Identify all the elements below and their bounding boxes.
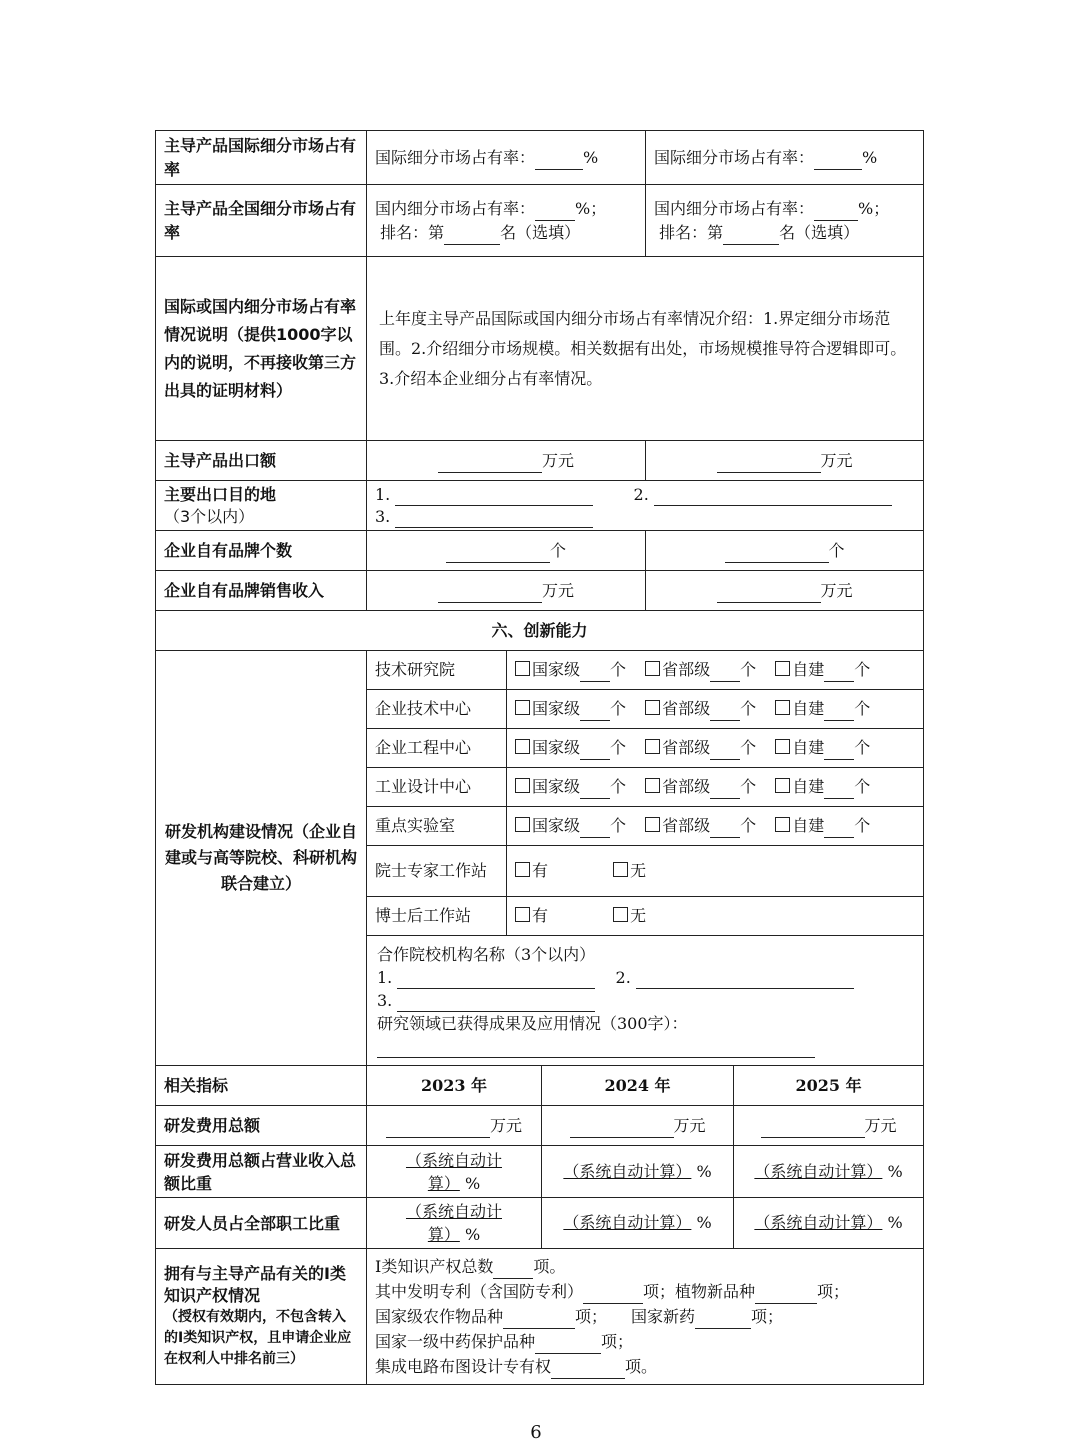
rd-row-label: 企业工程中心 — [367, 729, 507, 768]
section-heading: 六、创新能力 — [156, 611, 924, 651]
checkbox-icon[interactable] — [645, 661, 660, 676]
export-amount-label: 主导产品出口额 — [156, 441, 367, 481]
checkbox-icon[interactable] — [515, 862, 530, 877]
checkbox-icon[interactable] — [515, 661, 530, 676]
year-header: 2024 年 — [542, 1066, 734, 1106]
rd-row-label: 企业技术中心 — [367, 690, 507, 729]
rd-row-options[interactable]: 国家级 个 省部级 个 自建 个 — [507, 690, 924, 729]
checkbox-icon[interactable] — [613, 907, 628, 922]
intl-share-label: 主导产品国际细分市场占有率 — [156, 131, 367, 185]
checkbox-icon[interactable] — [515, 700, 530, 715]
checkbox-icon[interactable] — [775, 700, 790, 715]
rd-row-label: 工业设计中心 — [367, 768, 507, 807]
checkbox-icon[interactable] — [645, 817, 660, 832]
export-amount-field-a[interactable]: 万元 — [367, 441, 646, 481]
export-dest-field[interactable]: 1. 2. 3. — [367, 481, 924, 531]
academician-label: 院士专家工作站 — [367, 846, 507, 897]
staff-ratio-2024: （系统自动计算） % — [542, 1198, 734, 1249]
checkbox-icon[interactable] — [775, 778, 790, 793]
staff-ratio-2023: （系统自动计 算） % — [367, 1198, 542, 1249]
rd-total-2024[interactable]: 万元 — [542, 1106, 734, 1146]
checkbox-icon[interactable] — [775, 739, 790, 754]
export-dest-label: 主要出口目的地 （3个以内） — [156, 481, 367, 531]
brand-count-field-a[interactable]: 个 — [367, 531, 646, 571]
domestic-share-field-a[interactable]: 国内细分市场占有率： %； 排名：第 名（选填） — [367, 185, 646, 257]
brand-count-label: 企业自有品牌个数 — [156, 531, 367, 571]
checkbox-icon[interactable] — [775, 817, 790, 832]
rd-row-options[interactable]: 国家级 个 省部级 个 自建 个 — [507, 729, 924, 768]
year-header: 2023 年 — [367, 1066, 542, 1106]
domestic-share-field-b[interactable]: 国内细分市场占有率： %； 排名：第 名（选填） — [646, 185, 924, 257]
rd-row-label: 技术研究院 — [367, 651, 507, 690]
rd-row-options[interactable]: 国家级 个 省部级 个 自建 个 — [507, 768, 924, 807]
academician-options[interactable]: 有 无 — [507, 846, 924, 897]
checkbox-icon[interactable] — [613, 862, 628, 877]
brand-revenue-field-b[interactable]: 万元 — [646, 571, 924, 611]
checkbox-icon[interactable] — [515, 778, 530, 793]
postdoc-label: 博士后工作站 — [367, 897, 507, 936]
year-header: 2025 年 — [734, 1066, 924, 1106]
rd-ratio-2024: （系统自动计算） % — [542, 1146, 734, 1198]
checkbox-icon[interactable] — [515, 739, 530, 754]
checkbox-icon[interactable] — [645, 778, 660, 793]
page-number: 6 — [530, 1422, 542, 1443]
postdoc-options[interactable]: 有 无 — [507, 897, 924, 936]
brand-revenue-label: 企业自有品牌销售收入 — [156, 571, 367, 611]
indicators-label: 相关指标 — [156, 1066, 367, 1106]
partner-institutions[interactable]: 合作院校机构名称（3个以内） 1. 2. 3. 研究领域已获得成果及应用情况（300字）： — [367, 936, 924, 1066]
ip-details[interactable]: Ⅰ类知识产权总数 项。 其中发明专利（含国防专利） 项；植物新品种 项； 国家级农作物品种 项； 国家新药 项； 国家一级中药保护品种 项； 集成电路布图设计专有权 项。 — [367, 1249, 924, 1385]
rd-row-options[interactable]: 国家级 个 省部级 个 自建 个 — [507, 651, 924, 690]
rd-org-label: 研发机构建设情况（企业自建或与高等院校、科研机构联合建立） — [156, 651, 367, 1066]
export-amount-field-b[interactable]: 万元 — [646, 441, 924, 481]
staff-ratio-label: 研发人员占全部职工比重 — [156, 1198, 367, 1249]
market-desc-label: 国际或国内细分市场占有率情况说明（提供1000字以内的说明，不再接收第三方出具的证明材料） — [156, 257, 367, 441]
brand-count-field-b[interactable]: 个 — [646, 531, 924, 571]
checkbox-icon[interactable] — [515, 907, 530, 922]
checkbox-icon[interactable] — [645, 700, 660, 715]
application-form-table — [155, 130, 924, 1385]
rd-row-label: 重点实验室 — [367, 807, 507, 846]
rd-ratio-2025: （系统自动计算） % — [734, 1146, 924, 1198]
rd-ratio-2023: （系统自动计 算） % — [367, 1146, 542, 1198]
staff-ratio-2025: （系统自动计算） % — [734, 1198, 924, 1249]
brand-revenue-field-a[interactable]: 万元 — [367, 571, 646, 611]
ip-label: 拥有与主导产品有关的Ⅰ类知识产权情况 （授权有效期内，不包含转入的Ⅰ类知识产权，且申请企业应在权利人中排名前三） — [156, 1249, 367, 1385]
rd-ratio-label: 研发费用总额占营业收入总额比重 — [156, 1146, 367, 1198]
rd-total-label: 研发费用总额 — [156, 1106, 367, 1146]
checkbox-icon[interactable] — [775, 661, 790, 676]
market-desc-text[interactable]: 上年度主导产品国际或国内细分市场占有率情况介绍：1.界定细分市场范围。2.介绍细分市场规模。相关数据有出处，市场规模推导符合逻辑即可。3.介绍本企业细分占有率情况。 — [367, 257, 924, 441]
intl-share-field-b[interactable]: 国际细分市场占有率： % — [646, 131, 924, 185]
intl-share-field-a[interactable]: 国际细分市场占有率： % — [367, 131, 646, 185]
rd-total-2025[interactable]: 万元 — [734, 1106, 924, 1146]
rd-row-options[interactable]: 国家级 个 省部级 个 自建 个 — [507, 807, 924, 846]
checkbox-icon[interactable] — [645, 739, 660, 754]
domestic-share-label: 主导产品全国细分市场占有率 — [156, 185, 367, 257]
checkbox-icon[interactable] — [515, 817, 530, 832]
rd-total-2023[interactable]: 万元 — [367, 1106, 542, 1146]
